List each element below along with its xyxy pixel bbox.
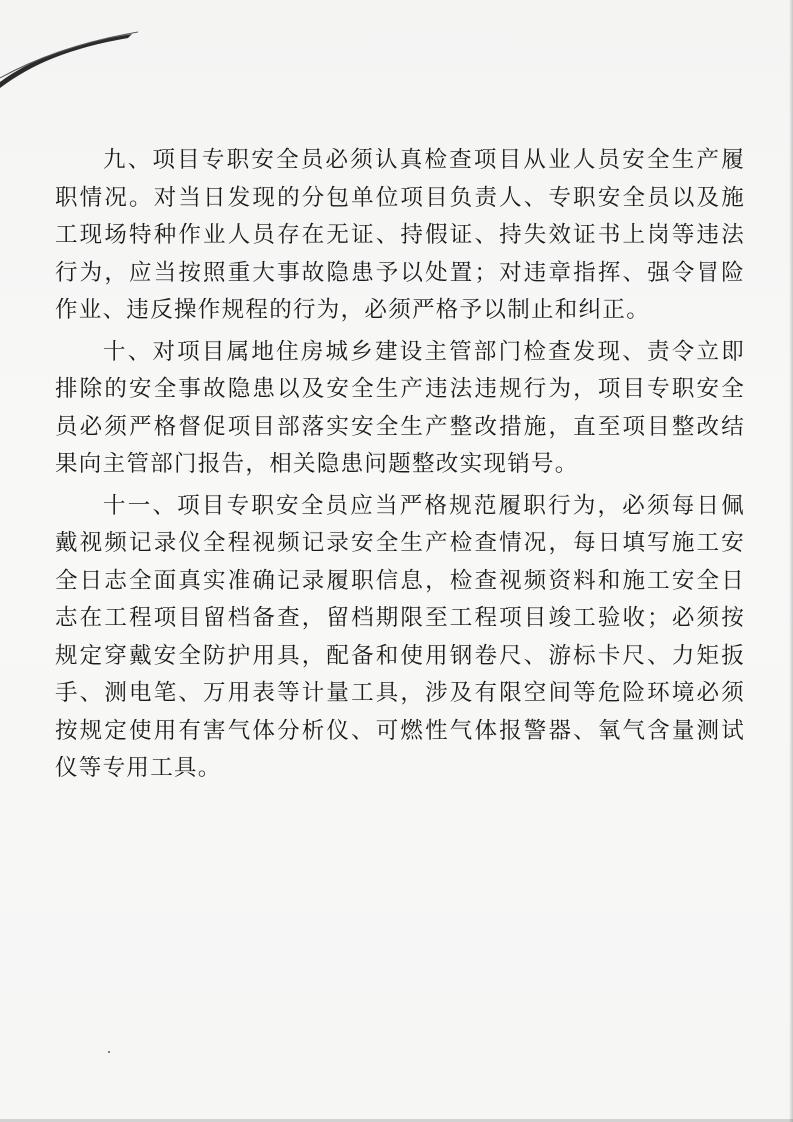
document-body xyxy=(55,142,745,792)
page-corner-fold xyxy=(0,30,140,90)
paragraph-item-11: 十一、项目专职安全员应当严格规范履职行为，必须每日佩戴视频记录仪全程视频记录安全生产检查情况，每日填写施工安全日志全面真实准确记录履职信息，检查视频资料和施工安全日志在工程项目留档备查，留档期限至工程项目竣工验收；必须按规定穿戴安全防护用具，配备和使用钢卷尺、游标卡尺、力矩扳手、测电笔、万用表等计量工具，涉及有限空间等危险环境必须按规定使用有害气体分析仪、可燃性气体报警器、氧气含量测试仪等专用工具。 xyxy=(55,492,745,781)
paragraph-item-10: 十、对项目属地住房城乡建设主管部门检查发现、责令立即排除的安全事故隐患以及安全生产违法违规行为，项目专职安全员必须严格督促项目部落实安全生产整改措施，直至项目整改结果向主管部门报告，相关隐患问题整改实现销号。 xyxy=(55,338,745,477)
paragraph-item-9: 九、项目专职安全员必须认真检查项目从业人员安全生产履职情况。对当日发现的分包单位项目负责人、专职安全员以及施工现场特种作业人员存在无证、持假证、持失效证书上岗等违法行为，应当按照重大事故隐患予以处置；对违章指挥、强令冒险作业、违反操作规程的行为，必须严格予以制止和纠正。 xyxy=(55,147,745,323)
scan-speck xyxy=(108,1051,110,1053)
scan-edge-right xyxy=(789,0,793,1122)
